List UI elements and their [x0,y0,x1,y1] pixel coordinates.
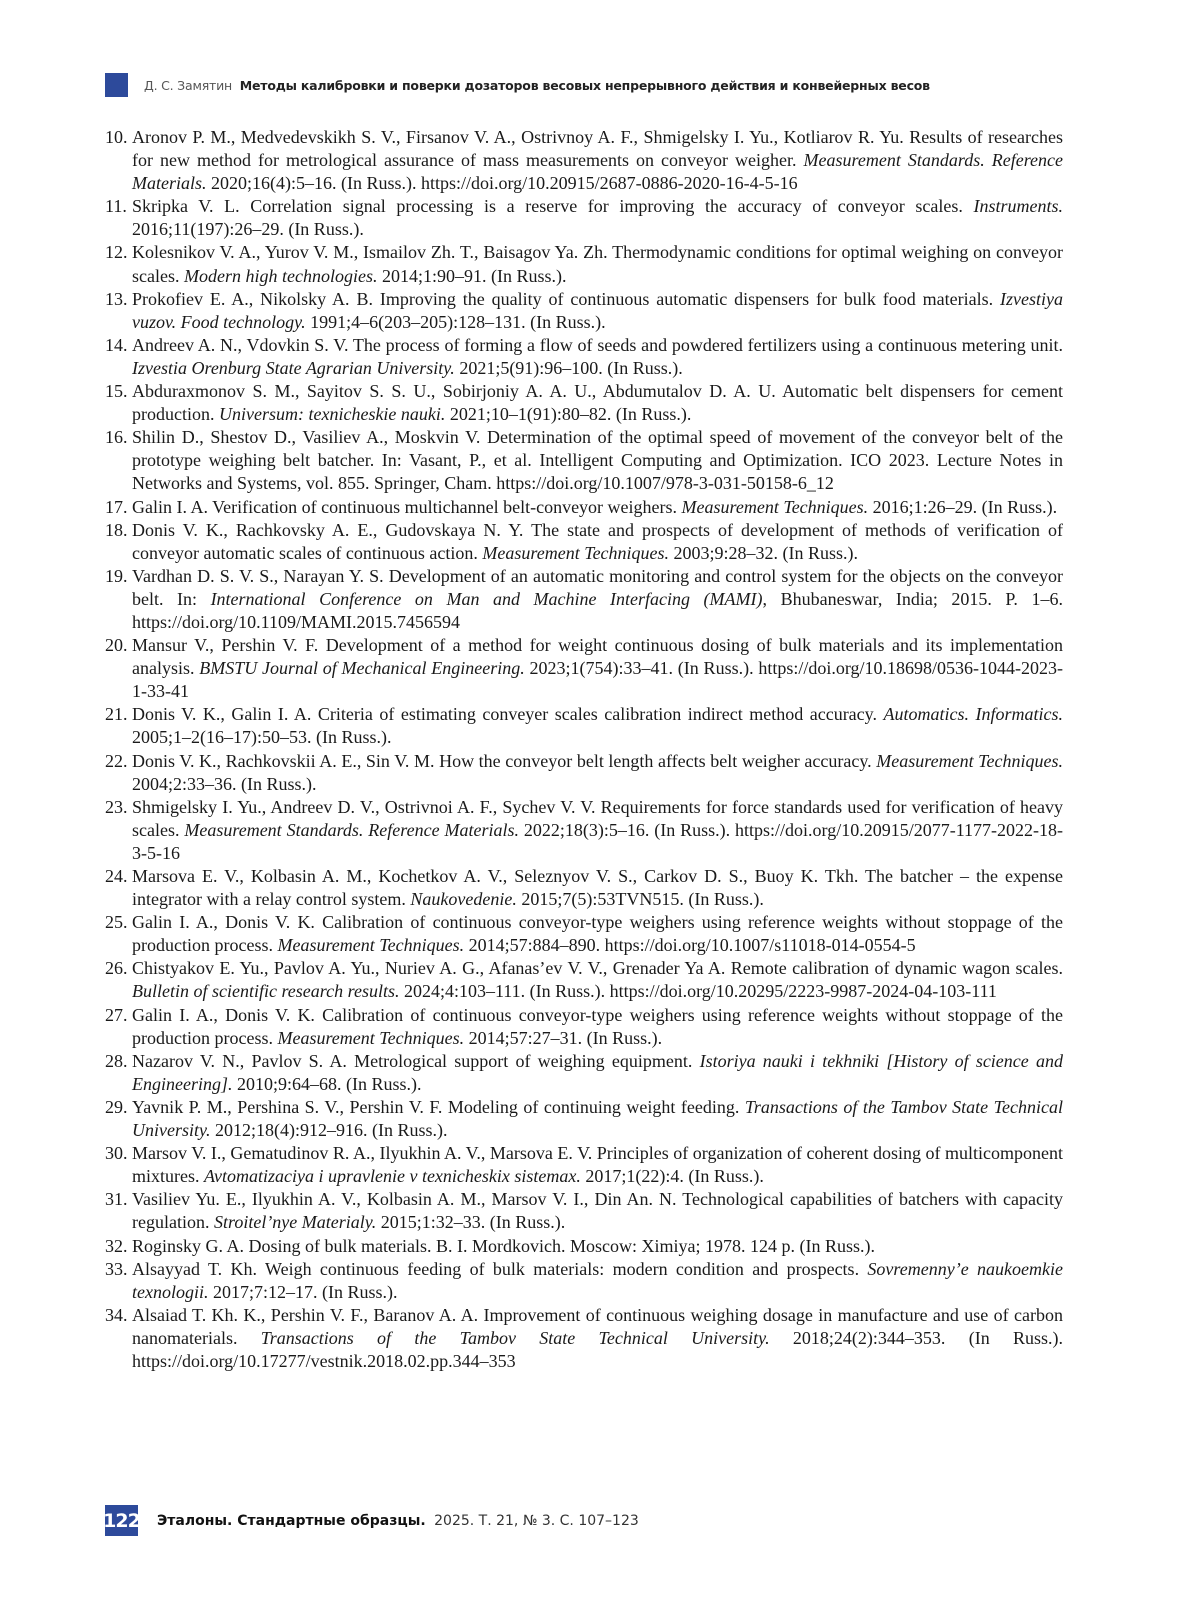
reference-item [105,496,1063,519]
reference-text [132,703,1063,749]
reference-details: 2010;9:64–68. (In Russ.). [232,1073,422,1094]
reference-authors-title: Mansur V., Pershin V. F. Development of a method for weight continuous dosing of bulk materials and its implementation analysis. [132,635,1063,679]
reference-number: 23. [105,796,128,817]
reference-number: 29. [105,1096,128,1117]
reference-authors-title: Abduraxmonov S. M., Sayitov S. S. U., Sobirjoniy A. A. U., Abdumutalov D. A. U. Automatic belt dispensers for cement production. [132,381,1063,425]
reference-number: 11. [105,196,127,217]
reference-text [132,1142,1063,1188]
reference-number: 19. [105,565,128,586]
reference-number: 15. [105,381,128,402]
reference-item [105,796,1063,865]
reference-source: Automatics. Informatics. [883,704,1063,725]
reference-item [105,565,1063,634]
reference-authors-title: Prokofiev E. A., Nikolsky A. B. Improving the quality of continuous automatic dispensers for bulk food materials. [132,288,1001,309]
reference-authors-title: Chistyakov E. Yu., Pavlov A. Yu., Nuriev A. G., Afanas’ev V. V., Grenader Ya A. Remote calibration of dynamic wagon scales. [132,958,1063,979]
reference-source: Universum: texnicheskie nauki. [219,404,446,425]
reference-text [132,1050,1063,1096]
header-text [144,78,930,93]
page-number: 122 [105,1505,138,1536]
reference-text [132,496,1063,519]
reference-source: Measurement Techniques. [876,750,1063,771]
reference-item [105,1188,1063,1234]
header-article-title: Методы калибровки и поверки дозаторов весовых непрерывного действия и конвейерных весов [239,77,930,93]
reference-details: 2004;2:33–36. (In Russ.). [132,773,317,794]
reference-item [105,1235,1063,1258]
reference-source: Transactions of the Tambov State Technical University. [132,1096,1063,1141]
reference-details: , Bhubaneswar, India; 2015. P. 1–6. https://doi.org/10.1109/MAMI.2015.7456594 [132,588,1063,632]
reference-authors-title: Galin I. A. Verification of continuous multichannel belt-conveyor weighers. [132,496,682,517]
reference-item [105,241,1063,287]
reference-text [132,634,1063,703]
reference-item [105,1304,1063,1373]
reference-number: 12. [105,242,128,263]
reference-source: International Conference on Man and Machine Interfacing (MAMI) [210,588,763,609]
reference-text [132,519,1063,565]
reference-text [132,1188,1063,1234]
reference-source: Modern high technologies. [183,265,378,286]
reference-text [132,1258,1063,1304]
reference-source: Measurement Techniques. [681,496,869,517]
reference-text [132,957,1063,1003]
reference-authors-title: Galin I. A., Donis V. K. Calibration of continuous conveyor-type weighers using reference weights without stoppage of the production process. [132,1004,1063,1048]
reference-details: 2021;5(91):96–100. (In Russ.). [454,357,683,378]
footer-journal: Эталоны. Стандартные образцы. [157,1512,426,1529]
reference-source: Measurement Techniques. [482,542,670,563]
reference-details: 2014;57:884–890. https://doi.org/10.1007/s11018-014-0554-5 [464,935,916,956]
reference-number: 21. [105,704,128,725]
reference-item [105,288,1063,334]
reference-number: 24. [105,866,128,886]
reference-item [105,1096,1063,1142]
reference-details: 2015;1:32–33. (In Russ.). [376,1212,566,1233]
reference-details: 2017;1(22):4. (In Russ.). [580,1166,764,1187]
reference-details: 2016;11(197):26–29. (In Russ.). [132,219,364,240]
reference-source: Izvestiya vuzov. Food technology. [132,288,1063,332]
reference-details: 2016;1:26–29. (In Russ.). [868,496,1058,517]
reference-source: Stroitel’nye Materialy. [213,1212,377,1233]
reference-authors-title: Donis V. K., Rachkovskii A. E., Sin V. M. How the conveyor belt length affects belt weigher accuracy. [132,750,877,771]
reference-item [105,1258,1063,1304]
reference-source: Sovremenny’e naukoemkie texnologii. [132,1258,1064,1302]
reference-text [132,1235,1063,1258]
reference-text [132,334,1063,380]
reference-item [105,1050,1063,1096]
reference-number: 20. [105,635,128,656]
reference-number: 32. [105,1235,128,1256]
reference-authors-title: Skripka V. L. Correlation signal processing is a reserve for improving the accuracy of conveyor scales. [132,196,974,217]
reference-number: 16. [105,427,128,448]
reference-authors-title: Shilin D., Shestov D., Vasiliev A., Moskvin V. Determination of the optimal speed of movement of the conveyor belt of the prototype weighing belt batcher. In: Vasant, P., et al. Intelligent Computing and Optimization. ICO 2023. Lecture Notes in Networks and Systems, vol. 855. Springer, Cham. https://doi.org/10.1007/978-3-031-50158-6_12 [132,427,1063,494]
reference-details: 2017;7:12–17. (In Russ.). [208,1281,398,1302]
reference-item [105,126,1063,195]
reference-number: 28. [105,1050,128,1071]
reference-text [132,796,1063,865]
reference-text [132,380,1063,426]
reference-source: Naukovedenie. [410,889,517,910]
reference-authors-title: Alsaiad T. Kh. K., Pershin V. F., Baranov A. A. Improvement of continuous weighing dosage in manufacture and use of carbon nanomaterials. [132,1304,1063,1348]
reference-number: 33. [105,1258,128,1279]
reference-details: 2012;18(4):912–916. (In Russ.). [210,1120,448,1141]
reference-details: 1991;4–6(203–205):128–131. (In Russ.). [305,311,606,332]
reference-authors-title: Yavnik P. M., Pershina S. V., Pershin V. F. Modeling of continuing weight feeding. [132,1096,745,1117]
reference-text [132,911,1063,957]
reference-text [132,1096,1063,1142]
reference-details: 2023;1(754):33–41. (In Russ.). https://doi.org/10.18698/0536-1044-2023-1-33-41 [132,658,1063,702]
reference-authors-title: Aronov P. M., Medvedevskikh S. V., Firsanov V. A., Ostrivnoy A. F., Shmigelsky I. Yu., Kotliarov R. Yu. Results of researches for new method for metrological assurance of mass measurements on conveyor weigher. [132,127,1063,171]
reference-authors-title: Shmigelsky I. Yu., Andreev D. V., Ostrivnoi A. F., Sychev V. V. Requirements for force standards used for verification of heavy scales. [132,796,1063,840]
reference-text [132,1004,1063,1050]
reference-authors-title: Kolesnikov V. A., Yurov V. M., Ismailov Zh. T., Baisagov Ya. Zh. Thermodynamic conditions for optimal weighing on conveyor scales. [132,242,1063,286]
reference-text [132,565,1063,634]
reference-authors-title: Galin I. A., Donis V. K. Calibration of continuous conveyor-type weighers using reference weights without stoppage of the production process. [132,912,1063,956]
reference-source: BMSTU Journal of Mechanical Engineering. [199,658,525,679]
reference-details: 2014;1:90–91. (In Russ.). [377,265,567,286]
reference-item [105,1142,1063,1188]
header-accent-square [105,73,128,97]
reference-item [105,519,1063,565]
reference-authors-title: Vasiliev Yu. E., Ilyukhin A. V., Kolbasin A. M., Marsov V. I., Din An. N. Technological capabilities of batchers with capacity regulation. [132,1189,1063,1233]
reference-authors-title: Marsova E. V., Kolbasin A. M., Kochetkov A. V., Seleznyov V. S., Carkov D. S., Buoy K. Tkh. The batcher – the expense integrator with a relay control system. [132,866,1063,910]
reference-list [105,126,1063,1373]
reference-number: 25. [105,912,128,933]
reference-text [132,195,1063,241]
reference-details: 2014;57:27–31. (In Russ.). [464,1027,663,1048]
reference-source: Measurement Standards. Reference Materials. [184,819,519,840]
reference-authors-title: Roginsky G. A. Dosing of bulk materials. B. I. Mordkovich. Moscow: Ximiya; 1978. 124 p. (In Russ.). [132,1235,875,1256]
reference-details: 2003;9:28–32. (In Russ.). [669,542,859,563]
reference-item [105,380,1063,426]
reference-item [105,634,1063,703]
reference-source: Instruments. [973,196,1063,217]
reference-item [105,426,1063,495]
reference-source: Measurement Standards. Reference Materials. [132,150,1063,194]
reference-number: 30. [105,1143,128,1164]
footer-citation [157,1513,639,1529]
reference-authors-title: Alsayyad T. Kh. Weigh continuous feeding of bulk materials: modern condition and prospects. [132,1258,868,1279]
reference-number: 14. [105,334,128,355]
reference-authors-title: Donis V. K., Galin I. A. Criteria of estimating conveyer scales calibration indirect method accuracy. [132,704,884,725]
running-header [105,73,930,97]
reference-number: 31. [105,1189,128,1210]
reference-text [132,288,1063,334]
reference-source: Istoriya nauki i tekhniki [History of science and Engineering]. [132,1050,1063,1094]
reference-number: 26. [105,958,128,979]
reference-details: 2018;24(2):344–353. (In Russ.). https://doi.org/10.17277/vestnik.2018.02.pp.344–353 [132,1327,1063,1371]
reference-item [105,334,1063,380]
reference-text [132,750,1063,796]
reference-text [132,126,1063,195]
footer-issue: 2025. Т. 21, № 3. С. 107–123 [434,1512,639,1529]
reference-text [132,426,1063,495]
reference-item [105,957,1063,1003]
reference-source: Transactions of the Tambov State Technical University. [260,1327,770,1348]
reference-authors-title: Donis V. K., Rachkovsky A. E., Gudovskaya N. Y. The state and prospects of development of methods of verification of conveyor automatic scales of continuous action. [132,519,1063,563]
reference-item [105,865,1063,911]
reference-number: 22. [105,750,128,771]
reference-details: 2015;7(5):53TVN515. (In Russ.). [516,889,764,910]
reference-item [105,195,1063,241]
reference-details: 2021;10–1(91):80–82. (In Russ.). [445,404,692,425]
reference-number: 18. [105,519,128,540]
reference-item [105,703,1063,749]
reference-source: Izvestia Orenburg State Agrarian University. [132,357,455,378]
page-footer [105,1505,639,1536]
reference-item [105,911,1063,957]
reference-authors-title: Nazarov V. N., Pavlov S. A. Metrological support of weighing equipment. [132,1050,700,1071]
reference-details: 2005;1–2(16–17):50–53. (In Russ.). [132,727,392,748]
reference-item [105,750,1063,796]
reference-text [132,1304,1063,1373]
reference-details: 2024;4:103–111. (In Russ.). https://doi.org/10.20295/2223-9987-2024-04-103-111 [399,981,997,1002]
reference-number: 10. [105,127,128,147]
reference-details: 2020;16(4):5–16. (In Russ.). https://doi.org/10.20915/2687-0886-2020-16-4-5-16 [206,173,798,194]
reference-source: Bulletin of scientific research results. [132,981,400,1002]
header-author: Д. С. Замятин [144,77,232,93]
reference-source: Measurement Techniques. [277,1027,465,1048]
reference-item [105,1004,1063,1050]
reference-number: 34. [105,1304,128,1325]
reference-number: 27. [105,1004,128,1025]
reference-number: 13. [105,288,128,309]
reference-source: Measurement Techniques. [277,935,465,956]
reference-authors-title: Marsov V. I., Gematudinov R. A., Ilyukhin A. V., Marsova E. V. Principles of organization of coherent dosing of multicomponent mixtures. [132,1143,1063,1187]
reference-text [132,865,1063,911]
reference-source: Avtomatizaciya i upravlenie v texnicheskix sistemax. [204,1166,581,1187]
reference-authors-title: Andreev A. N., Vdovkin S. V. The process of forming a flow of seeds and powdered fertilizers using a continuous metering unit. [132,334,1063,355]
reference-number: 17. [105,496,128,517]
reference-details: 2022;18(3):5–16. (In Russ.). https://doi.org/10.20915/2077-1177-2022-18-3-5-16 [132,819,1064,863]
reference-authors-title: Vardhan D. S. V. S., Narayan Y. S. Development of an automatic monitoring and control system for the objects on the conveyor belt. In: [132,565,1063,609]
reference-text [132,241,1063,287]
